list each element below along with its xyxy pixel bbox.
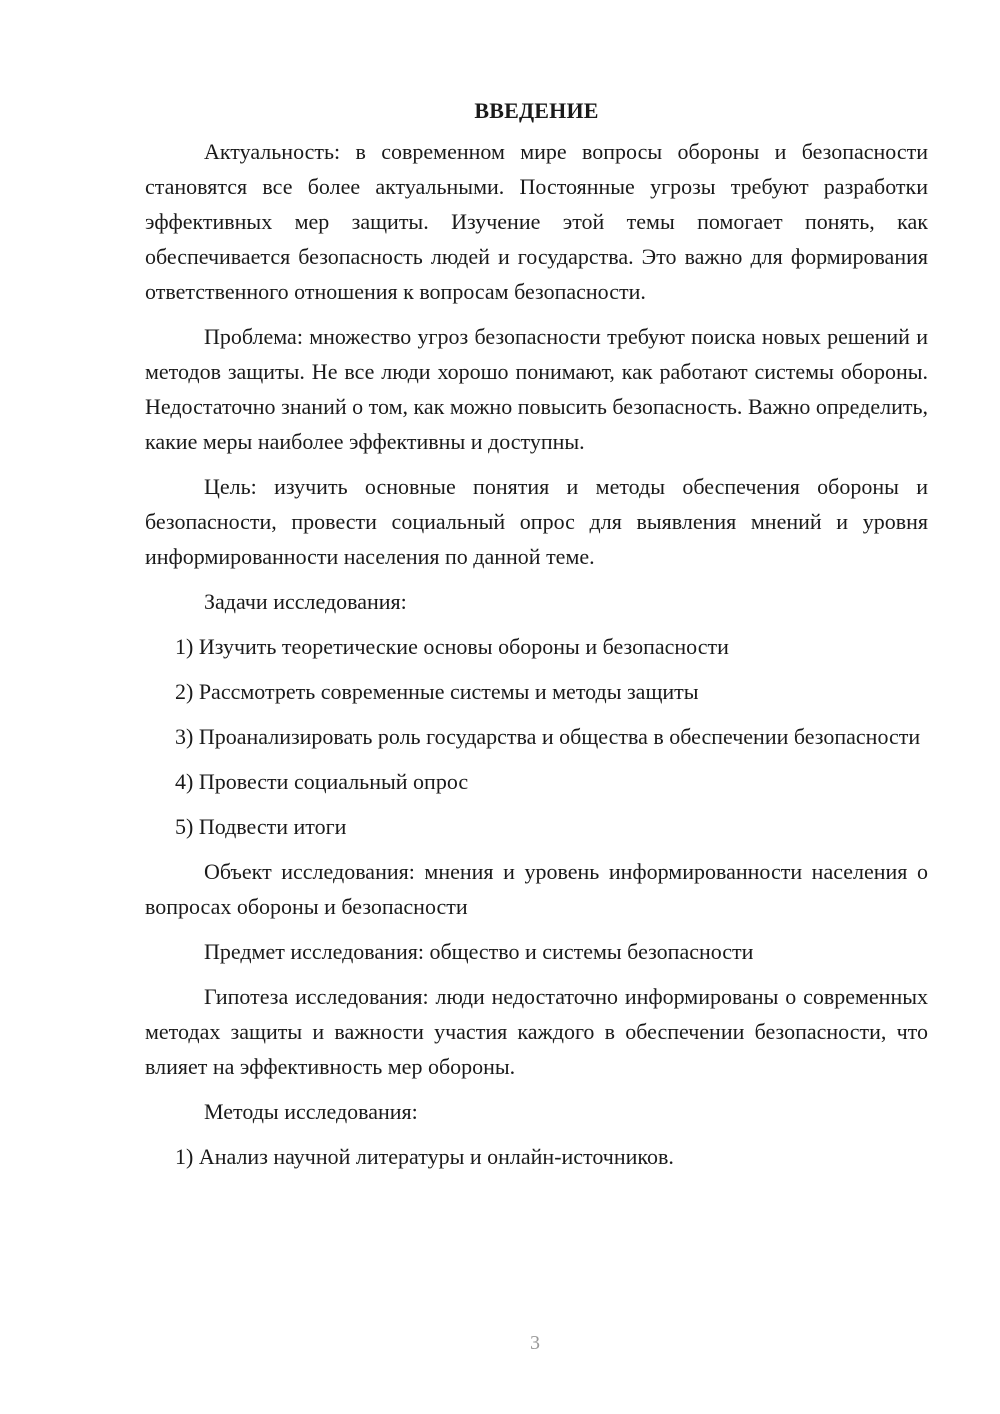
page-title: ВВЕДЕНИЕ (474, 98, 599, 123)
hypothesis-paragraph: Гипотеза исследования: люди недостаточно информированы о современных методах защиты и важности участия каждого в обеспечении безопасности, что влияет на эффективность мер обороны. (145, 984, 928, 1079)
goal-paragraph: Цель: изучить основные понятия и методы обеспечения обороны и безопасности, провести социальный опрос для выявления мнений и уровня информированности населения по данной теме. (145, 474, 928, 569)
relevance-paragraph: Актуальность: в современном мире вопросы обороны и безопасности становятся все более актуальными. Постоянные угрозы требуют разработки эффективных мер защиты. Изучение этой темы помогает понять, как обеспечивается безопасность людей и государства. Это важно для формирования ответственного отношения к вопросам безопасности. (145, 139, 928, 304)
object-paragraph: Объект исследования: мнения и уровень информированности населения о вопросах обороны и безопасности (145, 859, 928, 919)
method-item: 1) Анализ научной литературы и онлайн-источников. (175, 1144, 674, 1169)
subject-paragraph: Предмет исследования: общество и системы безопасности (204, 939, 754, 964)
task-item: 3) Проанализировать роль государства и общества в обеспечении безопасности (175, 724, 921, 749)
methods-heading: Методы исследования: (204, 1099, 418, 1124)
task-item: 1) Изучить теоретические основы обороны и безопасности (175, 634, 729, 659)
document-page (145, 93, 928, 1184)
page-number: 3 (530, 1332, 540, 1354)
task-item: 5) Подвести итоги (175, 814, 347, 839)
problem-paragraph: Проблема: множество угроз безопасности требуют поиска новых решений и методов защиты. Не все люди хорошо понимают, как работают системы обороны. Недостаточно знаний о том, как можно повысить безопасность. Важно определить, какие меры наиболее эффективны и доступны. (145, 324, 928, 454)
task-item: 2) Рассмотреть современные системы и методы защиты (175, 679, 699, 704)
tasks-heading: Задачи исследования: (204, 589, 407, 614)
task-item: 4) Провести социальный опрос (175, 769, 469, 794)
